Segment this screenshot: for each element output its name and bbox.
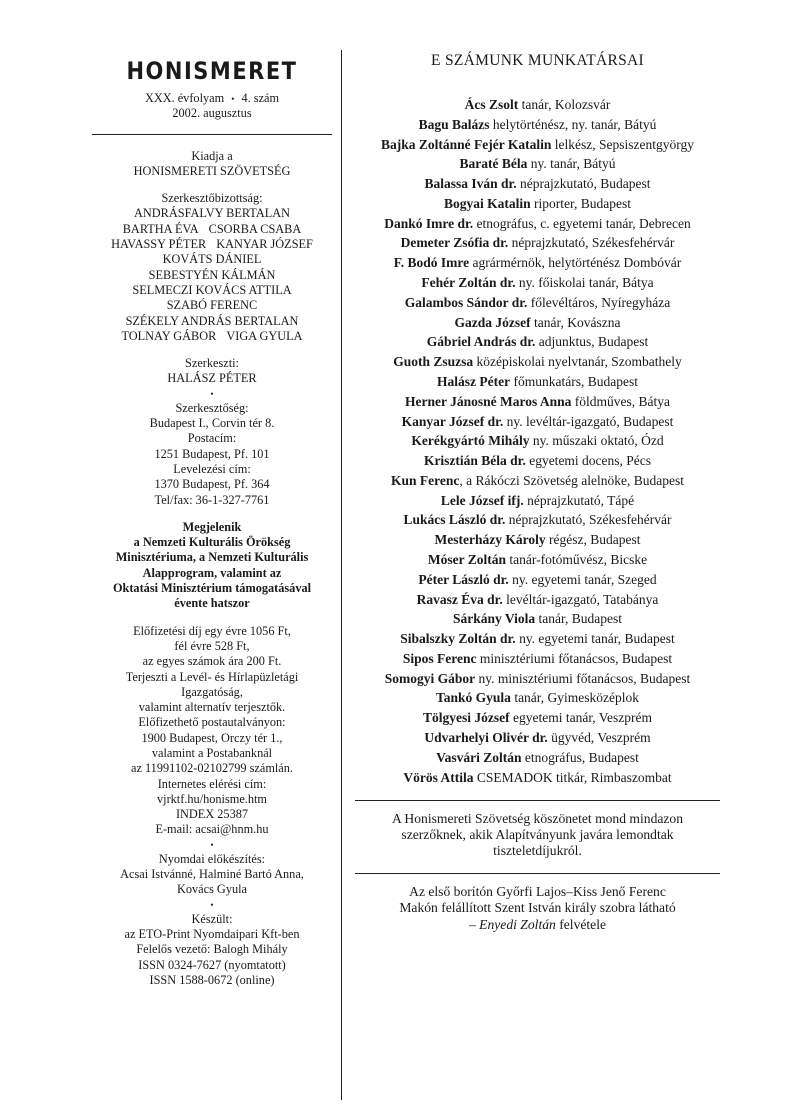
contributor-name: Gazda József bbox=[454, 314, 531, 330]
contributor-entry bbox=[355, 770, 720, 786]
publication-support bbox=[92, 520, 332, 612]
printing-line: ISSN 1588-0672 (online) bbox=[149, 972, 275, 987]
contributor-name: Kanyar József dr. bbox=[401, 413, 504, 429]
contributor-name: Bogyai Katalin bbox=[444, 195, 531, 211]
contributor-description: régész, Budapest bbox=[545, 532, 641, 548]
contributor-entry bbox=[355, 216, 720, 232]
publisher-label: Kiadja a bbox=[191, 148, 233, 163]
printing-line: az ETO-Print Nyomdaipari Kft-ben bbox=[124, 926, 300, 941]
contributor-name: Galambos Sándor dr. bbox=[404, 294, 528, 310]
contributor-entry bbox=[355, 453, 720, 469]
board-member: VIGA GYULA bbox=[226, 328, 303, 343]
printing-line: Készült: bbox=[191, 911, 233, 926]
thanks-line: A Honismereti Szövetség köszönetet mond mindazon bbox=[391, 810, 684, 826]
subscription-line: valamint a Postabanknál bbox=[151, 745, 273, 760]
subscription-line: 1900 Budapest, Orczy tér 1., bbox=[141, 730, 283, 745]
prepress-line: Acsai Istvánné, Halminé Bartó Anna, bbox=[120, 867, 304, 882]
contributor-entry bbox=[355, 235, 720, 251]
support-line: évente hatszor bbox=[174, 596, 250, 611]
support-line: a Nemzeti Kulturális Örökség bbox=[133, 535, 291, 550]
contributor-entry bbox=[355, 334, 720, 350]
contributor-name: Dankó Imre dr. bbox=[384, 215, 474, 231]
editor-label: Szerkeszti: bbox=[185, 356, 239, 371]
contributor-name: Mesterházy Károly bbox=[434, 532, 546, 548]
board-label: Szerkesztőbizottság: bbox=[161, 191, 263, 206]
subscription-line: Terjeszti a Levél- és Hírlapüzletági bbox=[125, 669, 299, 684]
thanks-line: tiszteletdíjukról. bbox=[493, 843, 582, 859]
contributor-description: ny. műszaki oktató, Ózd bbox=[529, 433, 664, 449]
contributor-name: Tankó Gyula bbox=[436, 690, 511, 706]
contributor-name: Kun Ferenc bbox=[391, 472, 460, 488]
contributor-name: Sipos Ferenc bbox=[402, 650, 477, 666]
contributor-description: főmunkatárs, Budapest bbox=[510, 373, 638, 389]
board-member: BARTHA ÉVA bbox=[122, 221, 199, 236]
office-line: Budapest I., Corvin tér 8. bbox=[149, 416, 275, 431]
contributor-entry bbox=[355, 532, 720, 548]
contributor-name: Lele József ifj. bbox=[440, 492, 524, 508]
contributor-description: ny. minisztériumi főtanácsos, Budapest bbox=[475, 670, 691, 686]
prepress-line: Nyomdai előkészítés: bbox=[158, 851, 266, 866]
contributor-name: Vörös Attila bbox=[403, 769, 474, 785]
board-member: KANYAR JÓZSEF bbox=[216, 237, 313, 252]
subscription-line: vjrktf.hu/honisme.htm bbox=[157, 791, 267, 806]
contributor-entry bbox=[355, 374, 720, 390]
contributor-name: Halász Péter bbox=[437, 373, 511, 389]
office-line: Postacím: bbox=[187, 431, 237, 446]
board-member: ANDRÁSFALVY BERTALAN bbox=[134, 206, 290, 221]
board-row bbox=[92, 298, 332, 313]
office-line: 1251 Budapest, Pf. 101 bbox=[154, 446, 270, 461]
office-line: 1370 Budapest, Pf. 364 bbox=[154, 477, 270, 492]
contributor-entry bbox=[355, 690, 720, 706]
issue-line bbox=[92, 91, 332, 106]
support-line: Alapprogram, valamint az bbox=[142, 565, 282, 580]
contributor-entry bbox=[355, 97, 720, 113]
board-member: SEBESTYÉN KÁLMÁN bbox=[148, 267, 276, 282]
contributor-entry bbox=[355, 473, 720, 489]
contributor-description: egyetemi tanár, Veszprém bbox=[509, 710, 653, 726]
subscription-line: Előfizethető postautalványon: bbox=[138, 715, 286, 730]
contributor-entry bbox=[355, 651, 720, 667]
subscription-line: az egyes számok ára 200 Ft. bbox=[142, 654, 282, 669]
office-line: Tel/fax: 36-1-327-7761 bbox=[154, 492, 270, 507]
contributor-description: tanár-fotóművész, Bicske bbox=[506, 551, 648, 567]
contributor-entry bbox=[355, 730, 720, 746]
contributor-description: etnográfus, Budapest bbox=[521, 749, 639, 765]
contributor-description: néprajzkutató, Székesfehérvár bbox=[508, 235, 675, 251]
editor-name: HALÁSZ PÉTER bbox=[167, 371, 257, 386]
contributor-name: Lukács László dr. bbox=[403, 512, 506, 528]
board-member: SZABÓ FERENC bbox=[166, 298, 258, 313]
bullet: • bbox=[210, 839, 214, 850]
credit-suffix: felvétele bbox=[555, 916, 607, 932]
photographer: Enyedi Zoltán bbox=[479, 916, 556, 932]
contributor-description: ny. levéltár-igazgató, Budapest bbox=[503, 413, 674, 429]
contributor-entry bbox=[355, 255, 720, 271]
office-line: Szerkesztőség: bbox=[175, 400, 249, 415]
thanks-line: szerzőknek, akik Alapítványunk javára lemondtak bbox=[401, 826, 674, 842]
contributor-entry bbox=[355, 176, 720, 192]
contributor-entry bbox=[355, 156, 720, 172]
subscription-line: INDEX 25387 bbox=[175, 807, 249, 822]
support-line: Megjelenik bbox=[182, 519, 242, 534]
contributor-entry bbox=[355, 354, 720, 370]
contributor-description: néprajzkutató, Budapest bbox=[516, 176, 651, 192]
contributor-name: Udvarhelyi Olivér dr. bbox=[424, 730, 548, 745]
support-line: Oktatási Minisztérium támogatásával bbox=[112, 581, 312, 596]
contributor-description: , a Rákóczi Szövetség alelnöke, Budapest bbox=[459, 472, 684, 488]
volume: XXX. évfolyam bbox=[144, 91, 225, 105]
contributor-name: Vasvári Zoltán bbox=[436, 749, 522, 765]
contributor-entry bbox=[355, 512, 720, 528]
editorial-office bbox=[92, 401, 332, 508]
contributor-entry bbox=[355, 493, 720, 509]
contributor-description: etnográfus, c. egyetemi tanár, Debrecen bbox=[473, 215, 691, 231]
cover-line: Az első borítón Győrfi Lajos–Kiss Jenő Ferenc bbox=[409, 884, 666, 900]
board-member: SELMECZI KOVÁCS ATTILA bbox=[132, 282, 292, 297]
contributor-name: Demeter Zsófia dr. bbox=[400, 235, 509, 251]
contributor-entry bbox=[355, 552, 720, 568]
contributor-description: ny. tanár, Bátyú bbox=[527, 156, 616, 172]
board-row bbox=[92, 237, 332, 252]
contributor-name: Balassa Iván dr. bbox=[424, 176, 517, 192]
board-row bbox=[92, 329, 332, 344]
printing-line: ISSN 0324-7627 (nyomtatott) bbox=[138, 957, 286, 972]
bullet: • bbox=[231, 94, 235, 104]
subscription-line: E-mail: acsai@hnm.hu bbox=[155, 822, 269, 837]
contributor-description: agrármérnök, helytörténész Dombóvár bbox=[469, 255, 682, 271]
contributor-name: Bajka Zoltánné Fejér Katalin bbox=[381, 136, 552, 152]
subscription-line: az 11991102-02102799 számlán. bbox=[131, 761, 293, 776]
contributor-description: tanár, Budapest bbox=[535, 611, 622, 627]
contributor-entry bbox=[355, 631, 720, 647]
board-member: KOVÁTS DÁNIEL bbox=[162, 252, 262, 267]
contributor-name: Guoth Zsuzsa bbox=[393, 354, 474, 370]
contributor-description: helytörténész, ny. tanár, Bátyú bbox=[489, 116, 657, 132]
contributor-name: Baraté Béla bbox=[459, 156, 528, 172]
divider bbox=[355, 873, 720, 874]
contributor-description: egyetemi docens, Pécs bbox=[525, 453, 652, 469]
contributors-list bbox=[355, 97, 720, 786]
office-line: Levelezési cím: bbox=[173, 461, 251, 476]
bullet: • bbox=[210, 899, 214, 910]
board-row bbox=[92, 283, 332, 298]
contributors-column bbox=[355, 52, 720, 933]
contributors-title: E SZÁMUNK MUNKATÁRSAI bbox=[431, 52, 644, 69]
contributor-name: Fehér Zoltán dr. bbox=[421, 275, 516, 291]
board-row bbox=[92, 252, 332, 267]
contributor-name: Bagu Balázs bbox=[418, 116, 490, 132]
contributor-description: CSEMADOK titkár, Rimbaszombat bbox=[473, 769, 672, 785]
board-members bbox=[92, 206, 332, 344]
contributor-entry bbox=[355, 295, 720, 311]
contributor-name: Sibalszky Zoltán dr. bbox=[400, 631, 516, 647]
printing-info bbox=[92, 912, 332, 988]
masthead-title: HONISMERET bbox=[126, 57, 298, 85]
contributor-entry bbox=[355, 671, 720, 687]
contributor-entry bbox=[355, 315, 720, 331]
board-member: HAVASSY PÉTER bbox=[111, 237, 207, 252]
contributor-description: ny. egyetemi tanár, Budapest bbox=[515, 631, 675, 647]
issue-number: 4. szám bbox=[241, 91, 280, 105]
contributor-entry bbox=[355, 433, 720, 449]
contributor-description: földműves, Bátya bbox=[571, 393, 670, 409]
prepress-info bbox=[92, 852, 332, 898]
board-row bbox=[92, 314, 332, 329]
contributor-name: Ács Zsolt bbox=[464, 97, 519, 112]
subscription-line: Igazgatóság, bbox=[181, 684, 243, 699]
contributor-description: tanár, Kolozsvár bbox=[518, 97, 611, 112]
contributor-description: adjunktus, Budapest bbox=[535, 334, 649, 350]
dash: – bbox=[468, 916, 480, 932]
impressum-column bbox=[92, 50, 332, 988]
contributor-entry bbox=[355, 592, 720, 608]
board-member: SZÉKELY ANDRÁS BERTALAN bbox=[125, 313, 299, 328]
contributor-description: tanár, Kovászna bbox=[530, 314, 621, 330]
contributor-entry bbox=[355, 394, 720, 410]
contributor-entry bbox=[355, 196, 720, 212]
contributor-entry bbox=[355, 117, 720, 133]
printing-line: Felelős vezető: Balogh Mihály bbox=[136, 942, 288, 957]
contributor-description: középiskolai nyelvtanár, Szombathely bbox=[473, 354, 682, 370]
board-row bbox=[92, 222, 332, 237]
contributor-description: minisztériumi főtanácsos, Budapest bbox=[476, 650, 673, 666]
contributor-description: főlevéltáros, Nyíregyháza bbox=[527, 294, 671, 310]
contributor-description: levéltár-igazgató, Tatabánya bbox=[502, 591, 659, 607]
contributor-name: Kerékgyártó Mihály bbox=[411, 433, 530, 449]
contributor-description: néprajzkutató, Tápé bbox=[523, 492, 635, 508]
cover-line: Makón felállított Szent István király szobra látható bbox=[399, 900, 676, 916]
contributor-entry bbox=[355, 710, 720, 726]
board-member: CSORBA CSABA bbox=[208, 221, 302, 236]
subscription-line: Előfizetési díj egy évre 1056 Ft, bbox=[133, 623, 291, 638]
column-divider bbox=[341, 50, 342, 1100]
contributor-name: Krisztián Béla dr. bbox=[423, 453, 526, 469]
contributor-entry bbox=[355, 414, 720, 430]
cover-caption bbox=[355, 884, 720, 933]
contributor-description: lelkész, Sepsiszentgyörgy bbox=[551, 136, 694, 152]
support-line: Minisztériuma, a Nemzeti Kulturális bbox=[115, 550, 309, 565]
contributor-name: Gábriel András dr. bbox=[426, 334, 536, 350]
divider bbox=[355, 800, 720, 801]
bullet: • bbox=[210, 388, 214, 399]
prepress-line: Kovács Gyula bbox=[176, 882, 247, 897]
contributor-description: tanár, Gyimesközéplok bbox=[510, 690, 639, 706]
contributor-description: riporter, Budapest bbox=[530, 195, 631, 211]
contributor-name: Herner Jánosné Maros Anna bbox=[405, 393, 572, 409]
contributor-name: Móser Zoltán bbox=[427, 551, 507, 567]
board-row bbox=[92, 268, 332, 283]
contributor-description: ny. főiskolai tanár, Bátya bbox=[515, 275, 654, 291]
contributor-name: Tölgyesi József bbox=[422, 710, 510, 726]
issue-date: 2002. augusztus bbox=[172, 106, 252, 121]
publisher-name: HONISMERETI SZÖVETSÉG bbox=[133, 163, 291, 178]
contributor-entry bbox=[355, 275, 720, 291]
contributor-description: ügyvéd, Veszprém bbox=[547, 730, 651, 745]
contributor-name: Somogyi Gábor bbox=[384, 670, 476, 686]
contributor-entry bbox=[355, 750, 720, 766]
subscription-line: Internetes elérési cím: bbox=[157, 776, 267, 791]
subscription-line: fél évre 528 Ft, bbox=[174, 638, 250, 653]
contributor-description: néprajzkutató, Székesfehérvár bbox=[505, 512, 672, 528]
contributor-name: Péter László dr. bbox=[418, 571, 509, 587]
contributor-name: Ravasz Éva dr. bbox=[416, 591, 503, 607]
contributor-entry bbox=[355, 611, 720, 627]
cover-credit bbox=[355, 917, 720, 933]
subscription-info bbox=[92, 624, 332, 838]
board-member: TOLNAY GÁBOR bbox=[121, 328, 217, 343]
thanks-note bbox=[355, 811, 720, 860]
subscription-line: valamint alternatív terjesztők. bbox=[138, 700, 286, 715]
contributor-name: F. Bodó Imre bbox=[393, 255, 470, 271]
divider bbox=[92, 134, 332, 135]
contributor-entry bbox=[355, 137, 720, 153]
contributor-entry bbox=[355, 572, 720, 588]
board-row bbox=[92, 206, 332, 221]
contributor-description: ny. egyetemi tanár, Szeged bbox=[508, 571, 657, 587]
contributor-name: Sárkány Viola bbox=[453, 611, 536, 627]
